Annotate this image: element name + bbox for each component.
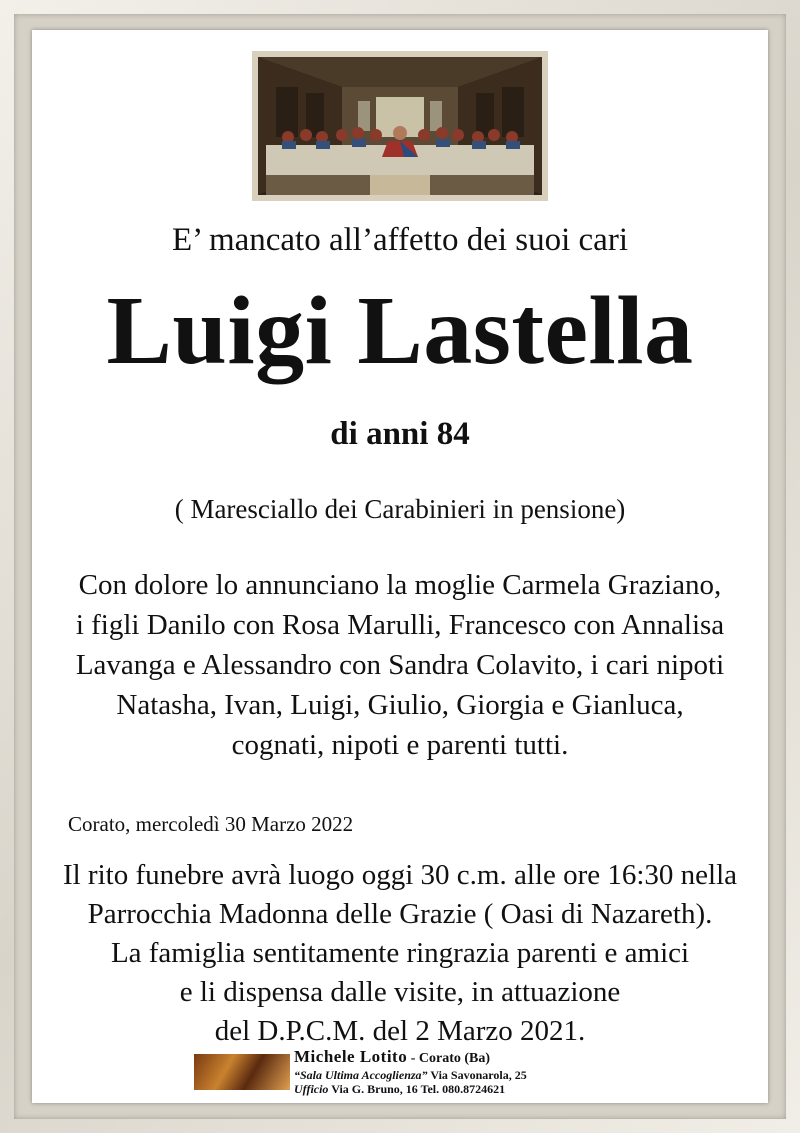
funeral-line: del D.P.C.M. del 2 Marzo 2021. xyxy=(214,1015,586,1047)
company-name: Michele Lotito xyxy=(294,1047,408,1066)
funeral-home-logo xyxy=(194,1054,290,1090)
announcement-line: cognati, nipoti e parenti tutti. xyxy=(231,729,569,761)
funeral-line: e li dispensa dalle visite, in attuazione xyxy=(179,976,621,1008)
funeral-paragraph xyxy=(32,856,768,1051)
funeral-home-info xyxy=(294,1047,527,1096)
hall-address: Via Savonarola, 25 xyxy=(427,1068,527,1082)
announcement-line: i figli Danilo con Rosa Marulli, Francesco con Annalisa xyxy=(75,609,725,641)
office-label: Ufficio xyxy=(294,1082,329,1096)
intro-text: E’ mancato all’affetto dei suoi cari xyxy=(172,222,628,258)
age-text: di anni 84 xyxy=(330,416,470,452)
announcement-line: Lavanga e Alessandro con Sandra Colavito, i cari nipoti xyxy=(75,649,725,681)
footer-line-company xyxy=(294,1047,527,1068)
funeral-line: Il rito funebre avrà luogo oggi 30 c.m. alle ore 16:30 nella xyxy=(62,859,738,891)
last-supper-painting xyxy=(252,51,548,201)
announcement-paragraph xyxy=(32,565,768,765)
office-address: Via G. Bruno, 16 Tel. 080.8724621 xyxy=(328,1082,506,1096)
hall-name: “Sala Ultima Accoglienza” xyxy=(294,1068,428,1082)
company-city: - Corato (Ba) xyxy=(407,1051,491,1066)
deceased-name: Luigi Lastella xyxy=(106,277,694,385)
announcement-line: Natasha, Ivan, Luigi, Giulio, Giorgia e Gianluca, xyxy=(116,689,684,721)
rank-text: ( Maresciallo dei Carabinieri in pensione) xyxy=(174,494,626,524)
footer-line-hall xyxy=(294,1068,527,1082)
funeral-line: La famiglia sentitamente ringrazia parenti e amici xyxy=(110,937,690,969)
footer-line-office xyxy=(294,1082,527,1096)
announcement-line: Con dolore lo annunciano la moglie Carmela Graziano, xyxy=(78,569,722,601)
funeral-line: Parrocchia Madonna delle Grazie ( Oasi di Nazareth). xyxy=(87,898,713,930)
place-date: Corato, mercoledì 30 Marzo 2022 xyxy=(68,812,354,836)
